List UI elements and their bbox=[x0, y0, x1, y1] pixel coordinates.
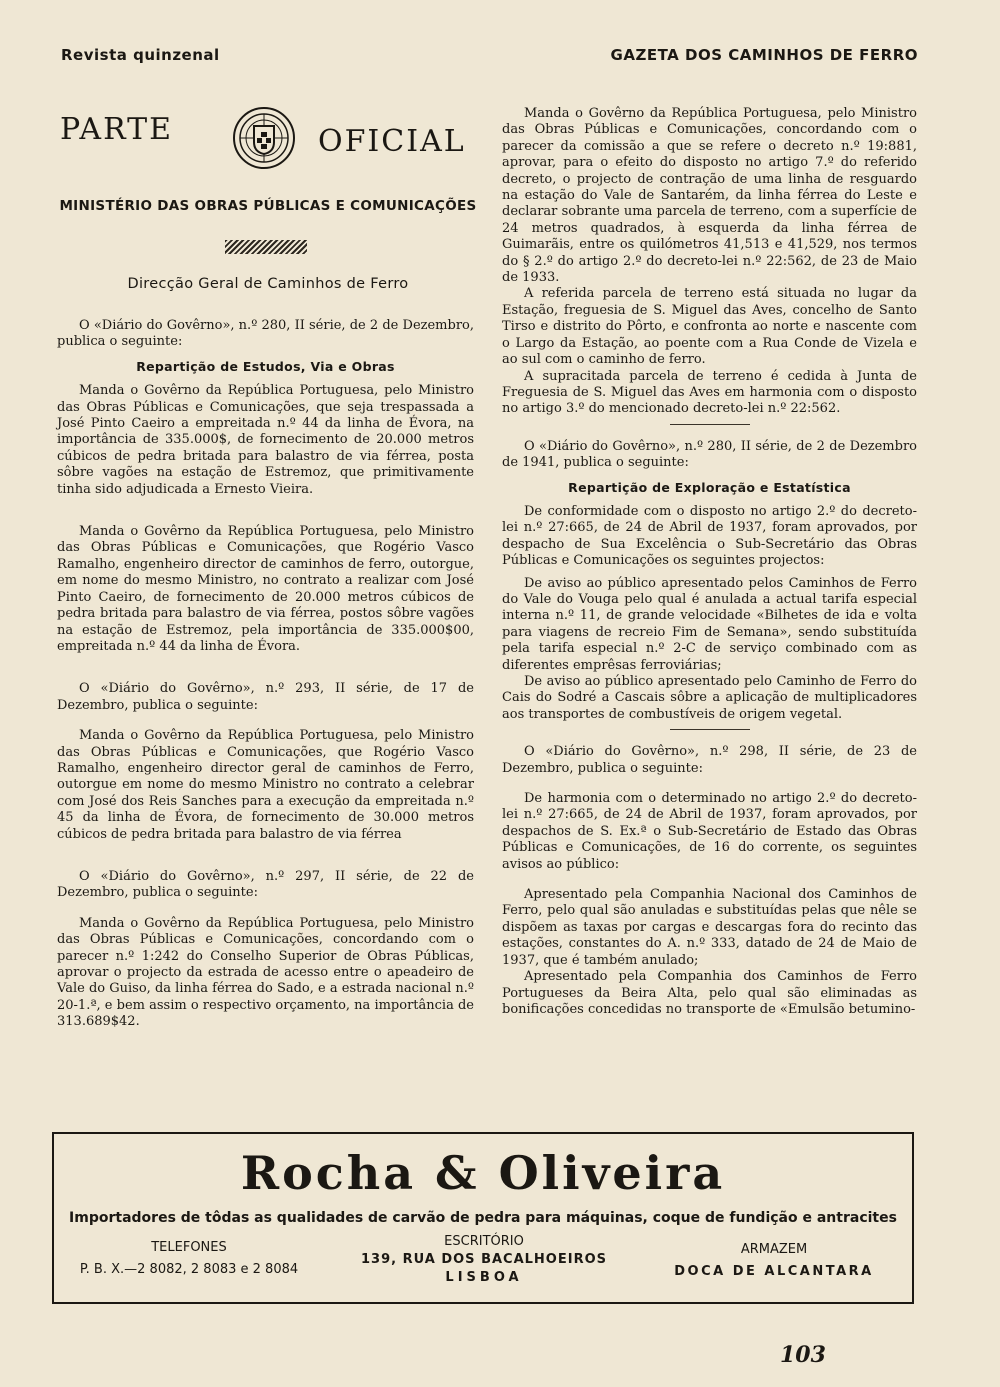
parte-oficial-heading bbox=[60, 104, 475, 184]
advertiser-name: Rocha & Oliveira bbox=[240, 1146, 726, 1200]
armazem-value: DOCA DE ALCANTARA bbox=[674, 1264, 874, 1279]
paragraph: A referida parcela de terreno está situada no lugar da Estação, freguesia de S. Miguel das Aves, concelho de Santo Tirso e distrito do Pôrto, e confronta ao norte e nascente com o Largo da Estação, ao poente com a Rua Conde de Vizela e ao sul com o caminho de ferro. bbox=[502, 286, 917, 368]
hatch-ornament bbox=[225, 240, 307, 254]
section-title: Repartição de Estudos, Via e Obras bbox=[136, 358, 395, 374]
paragraph: Manda o Govêrno da República Portuguesa, pelo Ministro das Obras Públicas e Comunicações, que Rogério Vasco Ramalho, engenheiro director de caminhos de ferro, outorgue, em nome do mesmo Ministro, no contrato a realizar com José Pinto Caeiro, de fornecimento de 20.000 metros cúbicos de pedra britada para balastro de via férrea, postos sôbre vagões na estação de Estremoz, pela importância de 335.000$00, empreitada n.º 44 da linha de Évora. bbox=[57, 524, 474, 654]
paragraph: De conformidade com o disposto no artigo 2.º do decreto-lei n.º 27:665, de 24 de Abril de 1937, foram aprovados, por despacho de Sua Excelência o Sub-Secretário das Obras Públicas e Comunicações os seguintes projectos: bbox=[502, 503, 917, 569]
paragraph: De harmonia com o determinado no artigo 2.º do decreto-lei n.º 27:665, de 24 de Abril de 1937, foram aprovados, por despachos de S. Ex.ª o Sub-Secretário de Estado das Obras Públicas e Comunicações, de 16 do corrente, os seguintes avisos ao público: bbox=[502, 791, 917, 872]
advertisement-box bbox=[52, 1132, 914, 1304]
page-number: 103 bbox=[780, 1342, 826, 1368]
telefones-label: TELEFONES bbox=[151, 1240, 227, 1255]
paragraph: Manda o Govêrno da República Portuguesa, pelo Ministro das Obras Públicas e Comunicações, concordando com o parecer n.º 1:242 do Conselho Superior de Obras Públicas, aprovar o projecto da estrada de acesso entre o apeadeiro de Vale do Guiso, da linha férrea do Sado, e a estrada nacional n.º 20-1.ª, e bem assim o respectivo orçamento, na importância de 313.689$42. bbox=[57, 915, 474, 1030]
parte-word: PARTE bbox=[60, 112, 174, 147]
coat-of-arms-icon bbox=[232, 106, 296, 170]
paragraph: Apresentado pela Companhia dos Caminhos de Ferro Portugueses da Beira Alta, pelo qual são eliminadas as bonificações concedidas no transporte de «Emulsão betumino- bbox=[502, 969, 917, 1017]
paragraph: De aviso ao público apresentado pelo Caminho de Ferro do Cais do Sodré a Cascais sôbre a aplicação de multiplicadores aos transportes de combustíveis de origem vegetal. bbox=[502, 674, 917, 722]
direccao-title: Direcção Geral de Caminhos de Ferro bbox=[127, 276, 409, 292]
telefones-value: P. B. X.—2 8082, 2 8083 e 2 8084 bbox=[79, 1262, 299, 1277]
escritorio-label: ESCRITÓRIO bbox=[444, 1234, 524, 1249]
paragraph: De aviso ao público apresentado pelos Caminhos de Ferro do Vale do Vouga pelo qual é anulada a actual tarifa especial interna n.º 11, de grande velocidade «Bilhetes de ida e volta para viagens de recreio Fim de Semana», sendo substituída pela tarifa especial n.º 2-C de serviço combinado com as diferentes emprêsas ferroviárias; bbox=[502, 575, 917, 673]
right-column bbox=[502, 106, 917, 1018]
paragraph: O «Diário do Govêrno», n.º 297, II série, de 22 de Dezembro, publica o seguinte: bbox=[57, 868, 474, 901]
ministry-title: MINISTÉRIO DAS OBRAS PÚBLICAS E COMUNICAÇÕES bbox=[59, 198, 477, 214]
paragraph: O «Diário do Govêrno», n.º 293, II série, de 17 de Dezembro, publica o seguinte: bbox=[57, 681, 474, 713]
advertiser-subtitle: Importadores de tôdas as qualidades de carvão de pedra para máquinas, coque de fundição e antracites bbox=[69, 1210, 897, 1226]
running-header-left: Revista quinzenal bbox=[61, 46, 220, 64]
paragraph: O «Diário do Govêrno», n.º 298, II série, de 23 de Dezembro, publica o seguinte: bbox=[502, 744, 917, 776]
armazem-label: ARMAZEM bbox=[740, 1242, 808, 1257]
section-title: Repartição de Exploração e Estatística bbox=[568, 479, 851, 495]
oficial-word: OFICIAL bbox=[318, 124, 466, 159]
left-column bbox=[57, 318, 474, 1031]
paragraph: Apresentado pela Companhia Nacional dos Caminhos de Ferro, pelo qual são anuladas e substituídas pelas que nêle se dispõem as taxas por cargas e descargas fora do recinto das estações, constantes do A. n.º 333, datado de 24 de Maio de 1937, que é também anulado; bbox=[502, 887, 917, 968]
paragraph: Manda o Govêrno da República Portuguesa, pelo Ministro das Obras Públicas e Comunicações, que seja trespassada a José Pinto Caeiro a empreitada n.º 44 da linha de Évora, na importância de 335.000$, de fornecimento de 20.000 metros cúbicos de pedra britada para balastro de via férrea, posta sôbre vagões na estação de Estremoz, que primitivamente tinha sido adjudicada a Ernesto Vieira. bbox=[57, 383, 474, 497]
running-header-right: GAZETA DOS CAMINHOS DE FERRO bbox=[610, 46, 918, 64]
paragraph: Manda o Govêrno da República Portuguesa, pelo Ministro das Obras Públicas e Comunicações, que Rogério Vasco Ramalho, engenheiro director geral de caminhos de Ferro, outorgue em nome do mesmo Ministro no contrato a celebrar com José dos Reis Sanches para a execução da empreitada n.º 45 da linha de Évora, de fornecimento de 30.000 metros cúbicos de pedra britada para balastro de via férrea bbox=[57, 728, 474, 842]
escritorio-city: LISBOA bbox=[445, 1270, 523, 1285]
paragraph: Manda o Govêrno da República Portuguesa, pelo Ministro das Obras Públicas e Comunicações, concordando com o parecer da comissão a que se refere o decreto n.º 19:881, aprovar, para o efeito do disposto no artigo 7.º do referido decreto, o projecto de contração de uma linha de resguardo na estação do Vale de Santarém, da linha férrea do Leste e declarar sobrante uma parcela de terreno, com a superfície de 24 metros quadrados, à esquerda da linha férrea de Guimarãis, entre os quilómetros 41,513 e 41,529, nos termos do § 2.º do artigo 2.º do decreto-lei n.º 22:562, de 23 de Maio de 1933. bbox=[502, 106, 917, 286]
paragraph: O «Diário do Govêrno», n.º 280, II série, de 2 de Dezembro de 1941, publica o seguinte: bbox=[502, 438, 917, 471]
escritorio-address: 139, RUA DOS BACALHOEIROS bbox=[360, 1252, 607, 1267]
paragraph: O «Diário do Govêrno», n.º 280, II série, de 2 de Dezembro, publica o seguinte: bbox=[57, 318, 474, 350]
paragraph: A supracitada parcela de terreno é cedida à Junta de Freguesia de S. Miguel das Aves em harmonia com o disposto no artigo 3.º do mencionado decreto-lei n.º 22:562. bbox=[502, 368, 917, 417]
